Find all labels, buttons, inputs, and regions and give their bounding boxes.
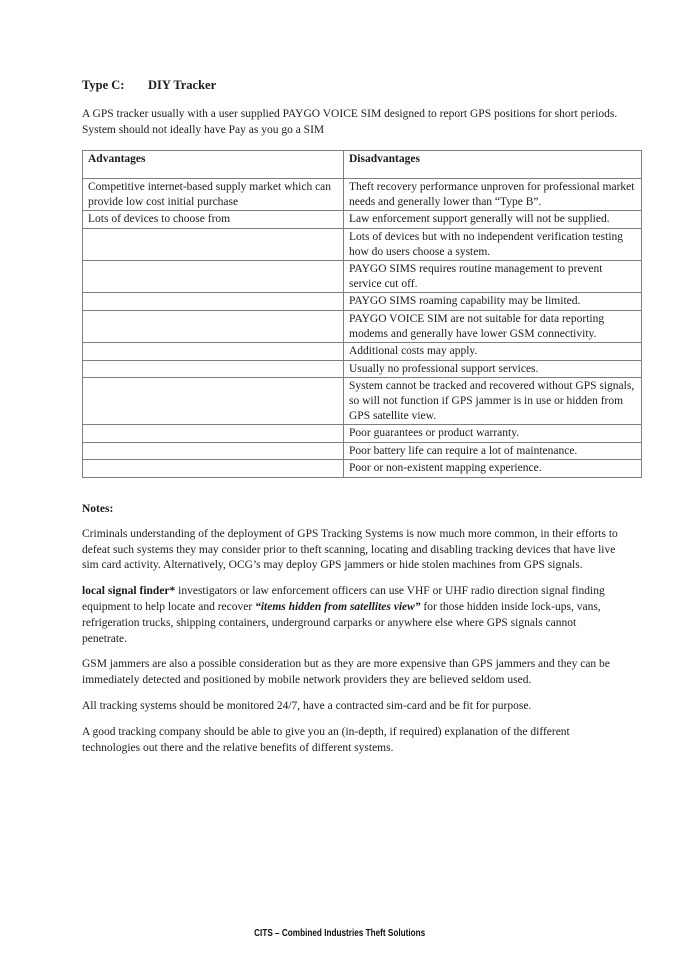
advantage-cell — [83, 293, 344, 311]
advantage-cell — [83, 460, 344, 478]
notes-paragraph-local-signal-finder — [82, 584, 620, 647]
table-header-row — [83, 150, 642, 179]
footer-text: CITS – Combined Industries Theft Solutions — [254, 927, 426, 939]
disadvantage-cell: PAYGO SIMS roaming capability may be limited. — [344, 293, 642, 311]
disadvantage-cell: Usually no professional support services. — [344, 360, 642, 378]
disadvantage-cell: Poor battery life can require a lot of maintenance. — [344, 442, 642, 460]
page-title-type-label: Type C: — [82, 78, 125, 92]
advantage-cell — [83, 425, 344, 443]
table-row — [83, 261, 642, 293]
notes-paragraph-criminals: Criminals understanding of the deployment of GPS Tracking Systems is now much more common, in their efforts to defeat such systems they may consider prior to theft scanning, locating and disabling tracking devices that have live sim card activity. Alternatively, OCG’s may deploy GPS jammers or hide stolen machines from GPS signals. — [82, 527, 618, 572]
disadvantage-cell: Law enforcement support generally will not be supplied. — [344, 211, 642, 229]
local-signal-finder-mid-text: investigators or law enforcement officers can use VHF or UHF radio direction signal finding equipment to help locate and recover — [82, 585, 605, 614]
page-title — [82, 77, 641, 93]
table-row — [83, 378, 642, 425]
advantage-cell — [83, 310, 344, 342]
table-row — [83, 293, 642, 311]
advantage-cell — [83, 442, 344, 460]
table-row — [83, 425, 642, 443]
advantage-cell — [83, 360, 344, 378]
intro-paragraph: A GPS tracker usually with a user supplied PAYGO VOICE SIM designed to report GPS positions for short periods. System should not ideally have Pay as you go a SIM — [82, 108, 618, 136]
disadvantage-cell: PAYGO VOICE SIM are not suitable for data reporting modems and generally have lower GSM connectivity. — [344, 310, 642, 342]
notes-paragraph-gsm-jammers: GSM jammers are also a possible consideration but as they are more expensive than GPS jammers and they can be immediately detected and positioned by mobile network providers they are believed seldom used. — [82, 658, 610, 687]
table-row — [83, 442, 642, 460]
table-row — [83, 179, 642, 211]
items-hidden-bold-italic-text: “items hidden from satellites view” — [255, 601, 421, 614]
disadvantage-cell: Theft recovery performance unproven for professional market needs and generally lower than “Type B”. — [344, 179, 642, 211]
advantage-cell — [83, 228, 344, 260]
notes-paragraph-monitoring: All tracking systems should be monitored 24/7, have a contracted sim-card and be fit for purpose. — [82, 700, 532, 713]
local-signal-finder-tail-text: for those hidden inside lock-ups, vans, refrigeration trucks, shipping containers, underground carparks or anywhere else where GPS signals cannot penetrate. — [82, 601, 601, 645]
disadvantages-column-header: Disadvantages — [344, 150, 642, 179]
table-row — [83, 460, 642, 478]
advantages-column-header: Advantages — [83, 150, 344, 179]
disadvantage-cell: Additional costs may apply. — [344, 343, 642, 361]
advantage-cell — [83, 378, 344, 425]
disadvantage-cell: PAYGO SIMS requires routine management to prevent service cut off. — [344, 261, 642, 293]
advantage-cell: Lots of devices to choose from — [83, 211, 344, 229]
table-row — [83, 228, 642, 260]
notes-heading: Notes: — [82, 502, 114, 515]
advantage-cell — [83, 261, 344, 293]
disadvantage-cell: Poor or non-existent mapping experience. — [344, 460, 642, 478]
page-title-name: DIY Tracker — [148, 78, 217, 92]
advantages-disadvantages-table — [82, 150, 642, 478]
table-row — [83, 310, 642, 342]
disadvantage-cell: Lots of devices but with no independent verification testing how do users choose a system. — [344, 228, 642, 260]
table-row — [83, 343, 642, 361]
local-signal-finder-bold-text: local signal finder* — [82, 585, 176, 598]
advantage-cell: Competitive internet-based supply market which can provide low cost initial purchase — [83, 179, 344, 211]
table-row — [83, 360, 642, 378]
disadvantage-cell: Poor guarantees or product warranty. — [344, 425, 642, 443]
disadvantage-cell: System cannot be tracked and recovered without GPS signals, so will not function if GPS jammer is in use or hidden from GPS satellite view. — [344, 378, 642, 425]
notes-paragraph-tracking-company: A good tracking company should be able to give you an (in-depth, if required) explanation of the different technologies out there and the relative benefits of different systems. — [82, 725, 570, 754]
page-footer — [0, 927, 680, 939]
table-row — [83, 211, 642, 229]
advantage-cell — [83, 343, 344, 361]
